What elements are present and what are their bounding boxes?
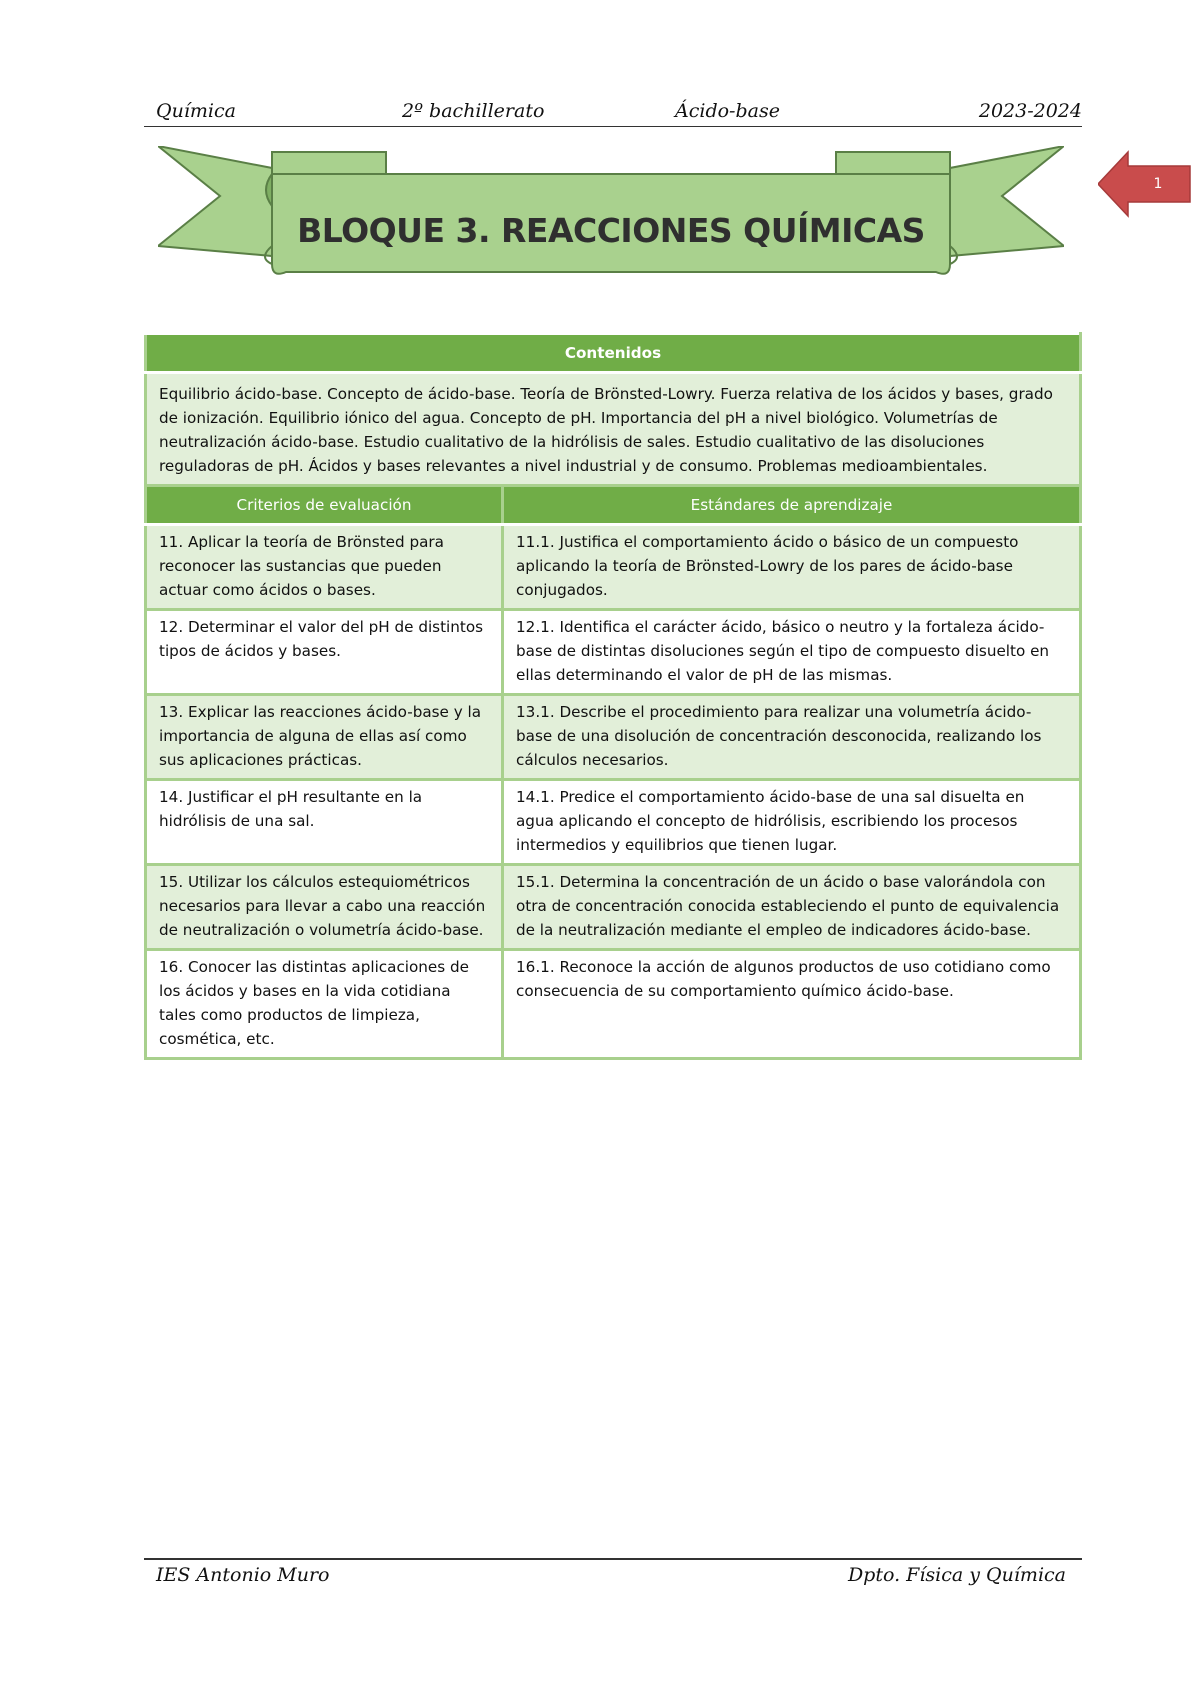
running-footer bbox=[144, 1558, 1082, 1590]
curriculum-table bbox=[144, 332, 1082, 1060]
contents-header: Contenidos bbox=[146, 334, 1081, 373]
header-topic: Ácido-base bbox=[675, 100, 780, 122]
criteria-cell: 15. Utilizar los cálculos estequiométricos necesarios para llevar a cabo una reacción de neutralización o volumetría ácido-base. bbox=[146, 865, 503, 950]
criteria-cell: 12. Determinar el valor del pH de distintos tipos de ácidos y bases. bbox=[146, 610, 503, 695]
header-subject: Química bbox=[156, 100, 236, 122]
standard-cell: 14.1. Predice el comportamiento ácido-base de una sal disuelta en agua aplicando el concepto de hidrólisis, escribiendo los procesos intermedios y equilibrios que tienen lugar. bbox=[503, 780, 1081, 865]
table-row bbox=[146, 780, 1081, 865]
standard-cell: 11.1. Justifica el comportamiento ácido o básico de un compuesto aplicando la teoría de Brönsted-Lowry de los pares de ácido-base conjugados. bbox=[503, 525, 1081, 610]
footer-school: IES Antonio Muro bbox=[156, 1564, 330, 1586]
title-banner bbox=[158, 146, 1064, 278]
table-row bbox=[146, 525, 1081, 610]
table-row bbox=[146, 950, 1081, 1059]
table-row bbox=[146, 865, 1081, 950]
page-number: 1 bbox=[1153, 176, 1163, 192]
criteria-cell: 16. Conocer las distintas aplicaciones de los ácidos y bases en la vida cotidiana tales como productos de limpieza, cosmética, etc. bbox=[146, 950, 503, 1059]
table-row bbox=[146, 610, 1081, 695]
contents-text: Equilibrio ácido-base. Concepto de ácido-base. Teoría de Brönsted-Lowry. Fuerza relativa de los ácidos y bases, grado de ionización. Equilibrio iónico del agua. Concepto de pH. Importancia del pH a nivel biológico. Volumetrías de neutralización ácido-base. Estudio cualitativo de la hidrólisis de sales. Estudio cualitativo de las disoluciones reguladoras de pH. Ácidos y bases relevantes a nivel industrial y de consumo. Problemas medioambientales. bbox=[146, 373, 1081, 486]
standards-column-header: Estándares de aprendizaje bbox=[503, 486, 1081, 525]
banner-title: BLOQUE 3. REACCIONES QUÍMICAS bbox=[297, 211, 925, 250]
footer-department: Dpto. Física y Química bbox=[847, 1564, 1066, 1586]
table-row bbox=[146, 695, 1081, 780]
criteria-cell: 11. Aplicar la teoría de Brönsted para reconocer las sustancias que pueden actuar como ácidos o bases. bbox=[146, 525, 503, 610]
header-course: 2º bachillerato bbox=[402, 100, 545, 122]
criteria-cell: 13. Explicar las reacciones ácido-base y la importancia de alguna de ellas así como sus aplicaciones prácticas. bbox=[146, 695, 503, 780]
criteria-cell: 14. Justificar el pH resultante en la hidrólisis de una sal. bbox=[146, 780, 503, 865]
criteria-column-header: Criterios de evaluación bbox=[146, 486, 503, 525]
standard-cell: 15.1. Determina la concentración de un ácido o base valorándola con otra de concentración conocida estableciendo el punto de equivalencia de la neutralización mediante el empleo de indicadores ácido-base. bbox=[503, 865, 1081, 950]
standard-cell: 13.1. Describe el procedimiento para realizar una volumetría ácido-base de una disolución de concentración desconocida, realizando los cálculos necesarios. bbox=[503, 695, 1081, 780]
header-year: 2023-2024 bbox=[978, 100, 1082, 122]
running-header bbox=[144, 100, 1082, 127]
standard-cell: 12.1. Identifica el carácter ácido, básico o neutro y la fortaleza ácido-base de distintas disoluciones según el tipo de compuesto disuelto en ellas determinando el valor de pH de las mismas. bbox=[503, 610, 1081, 695]
standard-cell: 16.1. Reconoce la acción de algunos productos de uso cotidiano como consecuencia de su comportamiento químico ácido-base. bbox=[503, 950, 1081, 1059]
page-number-tag[interactable] bbox=[1098, 150, 1194, 218]
